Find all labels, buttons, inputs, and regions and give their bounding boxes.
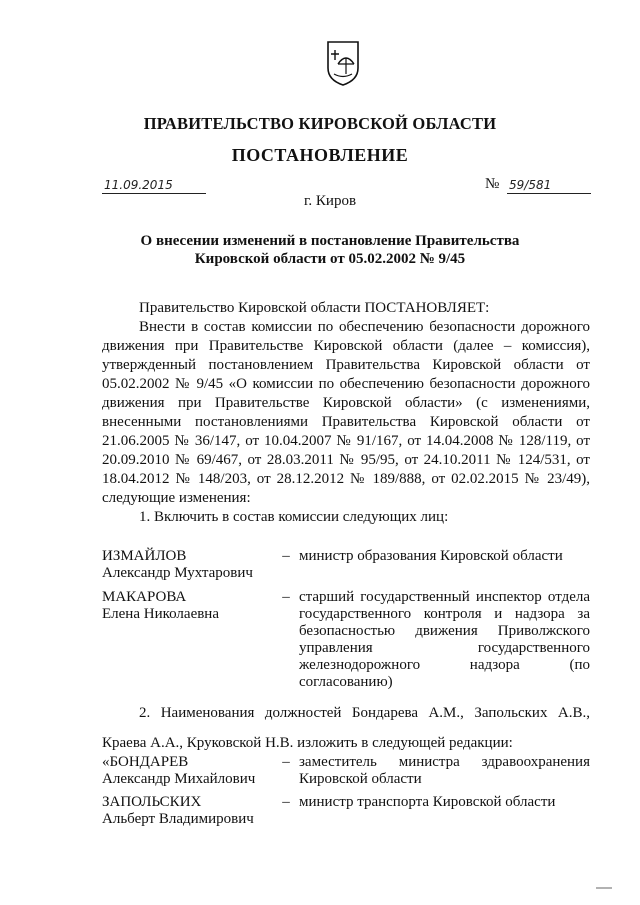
- number-label: №: [485, 176, 500, 192]
- government-title: ПРАВИТЕЛЬСТВО КИРОВСКОЙ ОБЛАСТИ: [143, 114, 497, 133]
- item-2: 2. Наименования должностей Бондарева А.М., Запольских А.В., Краева А.А., Круковской Н.В. изложить в следующей редакции:: [102, 705, 590, 751]
- paragraph-1: Внести в состав комиссии по обеспечению безопасности дорожного движения при Правительстве Кировской области (далее – комиссия), утвержденный постановлением Правительства Кировской области от 05.02.2002 № 9/45 «О комиссии по обеспечению безопасности дорожного движения при Правительстве Кировской области» (с изменениями, внесенными постановлениями Правительства Кировской области от 21.06.2005 № 36/147, от 10.04.2007 № 91/167, от 14.04.2008 № 128/119, от 20.09.2010 № 69/467, от 28.03.2011 № 95/95, от 24.10.2011 № 124/531, от 18.04.2012 № 148/203, от 28.12.2012 № 189/888, от 02.02.2015 № 23/49), следующие изменения:: [102, 319, 590, 506]
- member-surname: ИЗМАЙЛОВ: [102, 548, 187, 564]
- member-surname: МАКАРОВА: [102, 589, 187, 605]
- subject-line-1: О внесении изменений в постановление Правительства: [140, 233, 520, 249]
- member-given-name: Альберт Владимирович: [102, 811, 254, 827]
- item-2-block: [102, 698, 590, 758]
- document-subject: [0, 232, 640, 268]
- member-surname: ЗАПОЛЬСКИХ: [102, 794, 202, 810]
- dash: –: [282, 548, 290, 564]
- member-name: [102, 548, 277, 582]
- subject-line-2: Кировской области от 05.02.2002 № 9/45: [194, 251, 466, 267]
- member-name: [102, 589, 277, 623]
- dash: –: [282, 754, 290, 770]
- resolves-line: Правительство Кировской области ПОСТАНОВЛЯЕТ:: [139, 300, 490, 316]
- member-name: [102, 794, 277, 828]
- scan-mark-icon: [594, 882, 614, 892]
- member-role: заместитель министра здравоохранения Кировской области: [299, 754, 590, 787]
- item-1: 1. Включить в состав комиссии следующих лиц:: [139, 509, 449, 525]
- coat-of-arms-icon: [326, 40, 360, 86]
- member-given-name: Александр Мухтарович: [102, 565, 253, 581]
- member-role: старший государственный инспектор отдела государственного контроля и надзора за безопасностью движения Приволжского управления государственного железнодорожного надзора (по согласованию): [299, 589, 590, 690]
- member-given-name: Елена Николаевна: [102, 606, 219, 622]
- member-given-name: Александр Михайлович: [102, 771, 256, 787]
- document-date: 11.09.2015: [102, 178, 206, 194]
- document-type: ПОСТАНОВЛЕНИЕ: [231, 145, 409, 165]
- member-surname: «БОНДАРЕВ: [102, 754, 189, 770]
- member-name: [102, 754, 277, 788]
- document-body: [102, 299, 590, 527]
- city: г. Киров: [303, 193, 357, 209]
- member-role: министр образования Кировской области: [299, 548, 563, 564]
- member-role: министр транспорта Кировской области: [299, 794, 556, 810]
- dash: –: [282, 794, 290, 810]
- document-number: 59/581: [507, 178, 591, 194]
- dash: –: [282, 589, 290, 605]
